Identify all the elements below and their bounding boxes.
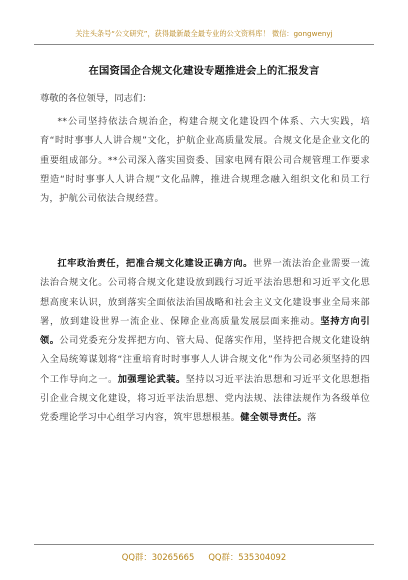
paragraph-2-text-c: 坚持以习近平法治思想和习近平文化思想指引企业合规文化建设，将习近平法治思想、党内法规、法律法规作为各级单位党委理论学习中心组学习内容，筑牢思想根基。 bbox=[40, 373, 370, 424]
salutation: 尊敬的各位领导，同志们： bbox=[40, 93, 152, 104]
footer-qq-group-1: QQ群：30265665 bbox=[121, 552, 195, 562]
header-banner: 关注头条号“公文研究”，获得最新最全最专业的公文资料库！ 微信：gongwenyj bbox=[75, 29, 333, 38]
paragraph-2 bbox=[40, 254, 370, 428]
paragraph-1: **公司坚持依法合规治企，构建合规文化建设四个体系、六大实践，培育“时时事事人人讲合规”文化，护航企业高质量发展。合规文化是企业文化的重要组成部分。**公司深入落实国资委、国家电网有限公司合规管理工作要求塑造“时时事事人人讲合规”文化品牌，推进合规理念融入组织文化和员工行为，护航公司依法合规经营。 bbox=[40, 116, 370, 205]
footer-qq-group-2: QQ群：535304092 bbox=[208, 552, 287, 562]
paragraph-2-text-b: 公司党委充分发挥把方向、管大局、促落实作用，坚持把合规文化建设纳入全局统筹谋划将“注重培育时时事事人人讲合规文化”作为公司必须坚持的四个工作导向之一。 bbox=[40, 335, 370, 385]
footer bbox=[0, 548, 408, 566]
paragraph-2-text-d: 落 bbox=[307, 412, 317, 424]
paragraph-2-bold-1: 坚持方向引领。 bbox=[40, 315, 370, 347]
paragraph-2-bold-3: 健全领导责任。 bbox=[240, 412, 308, 424]
document-title: 在国资国企合规文化建设专题推进会上的汇报发言 bbox=[88, 65, 320, 77]
paragraph-2-lead: 扛牢政治责任，把准合规文化建设正确方向。 bbox=[57, 258, 253, 269]
paragraph-2-bold-2: 加强理论武装。 bbox=[117, 373, 186, 385]
paragraph-2-text-a: 世界一流法治企业需要一流法治合规文化。公司将合规文化建设放到践行习近平法治思想和习近平文化思想高度来认识，放到落实全面依法治国战略和社会主义文化建设事业全局来部署，放到建设世界一流企业、保障企业高质量发展层面来推动。 bbox=[40, 258, 371, 327]
footer-divider bbox=[34, 544, 374, 545]
header-divider bbox=[34, 44, 374, 45]
